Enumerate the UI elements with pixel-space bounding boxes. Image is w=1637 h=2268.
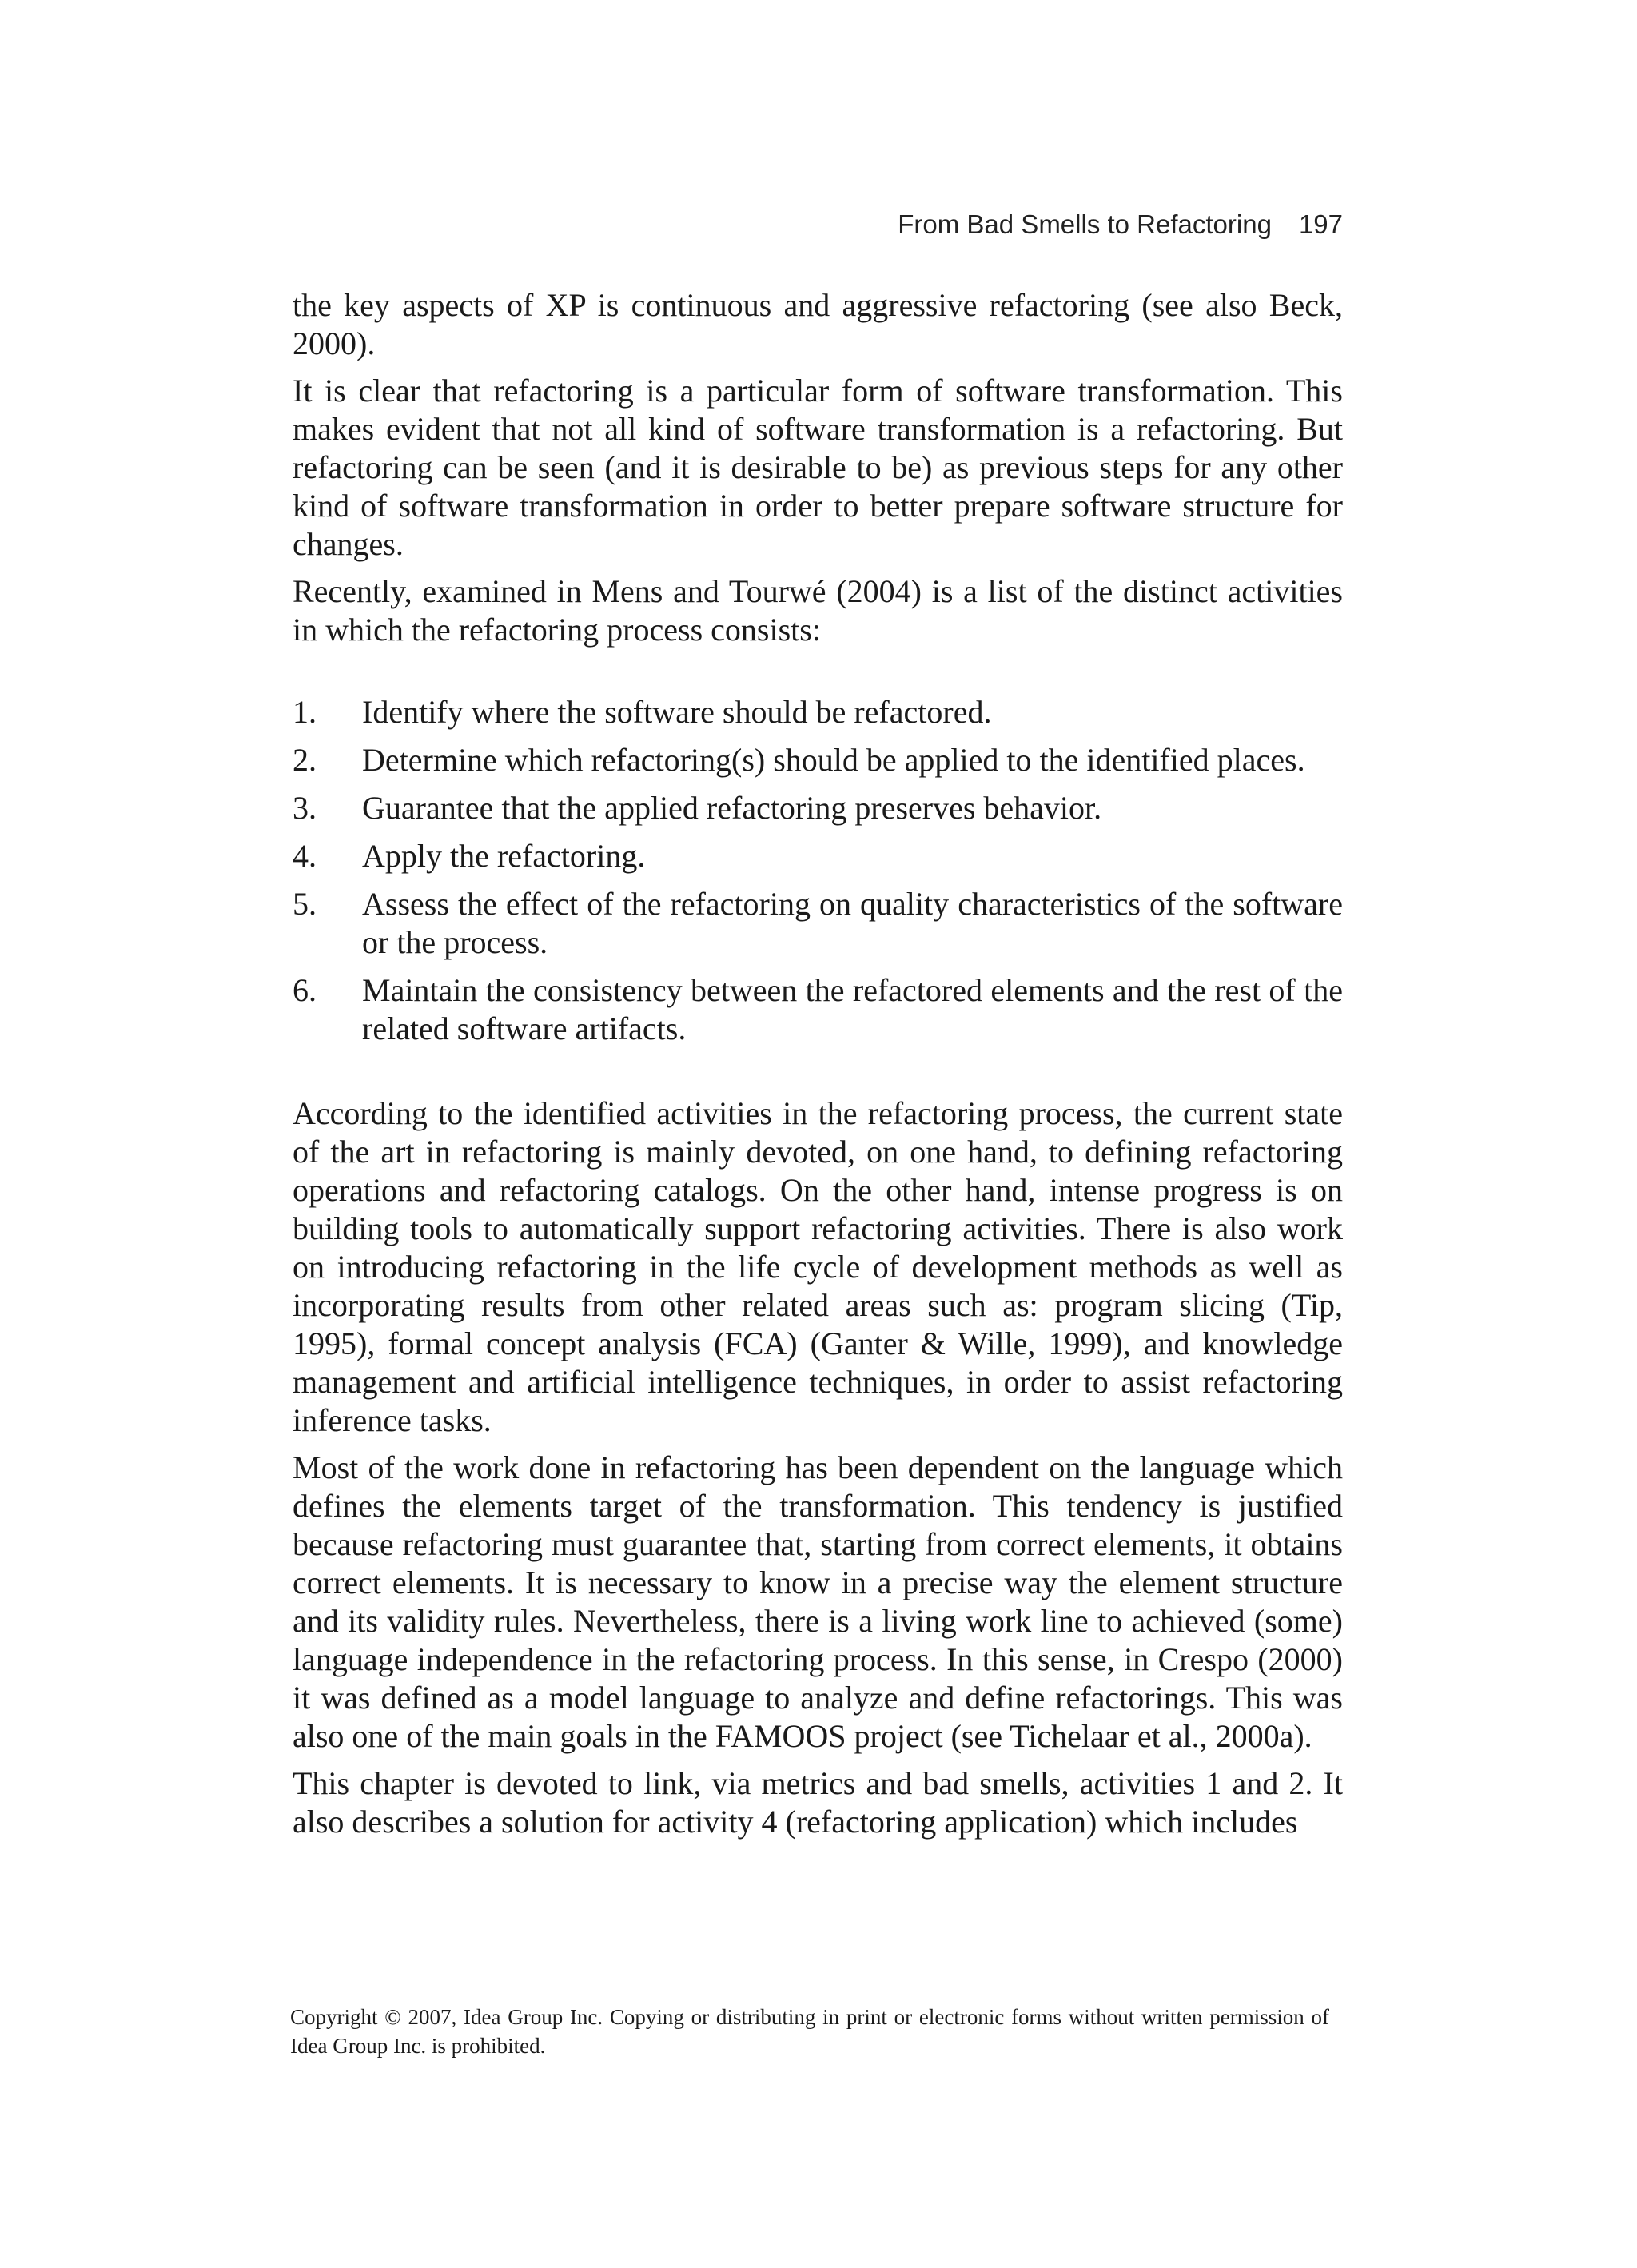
paragraph: Recently, examined in Mens and Tourwé (2004) is a list of the distinct activities in which the refactoring process consists: <box>293 573 1343 648</box>
paragraph: According to the identified activities in the refactoring process, the current state of the art in refactoring is mainly devoted, on one hand, to defining refactoring operations and refactoring catalogs. On the other hand, intense progress is on building tools to automatically support refactoring activities. There is also work on introducing refactoring in the life cycle of development methods as well as incorporating results from other related areas such as: program slicing (Tip, 1995), formal concept analysis (FCA) (Ganter & Wille, 1999), and knowledge management and artificial intelligence techniques, in order to assist refactoring inference tasks. <box>293 1095 1343 1438</box>
list-item-text: Assess the effect of the refactoring on quality characteristics of the software or the process. <box>362 886 1343 960</box>
page-body <box>293 286 1343 1850</box>
list-item-number: 2. <box>293 742 317 778</box>
list-item <box>293 885 1343 962</box>
list-item <box>293 789 1343 827</box>
list-item-text: Apply the refactoring. <box>362 838 646 874</box>
page-number: 197 <box>1298 209 1343 239</box>
running-head <box>898 209 1343 240</box>
list-item-text: Determine which refactoring(s) should be applied to the identified places. <box>362 742 1305 778</box>
running-title: From Bad Smells to Refactoring <box>898 209 1272 239</box>
list-item <box>293 837 1343 875</box>
paragraph: the key aspects of XP is continuous and aggressive refactoring (see also Beck, 2000). <box>293 287 1343 361</box>
list-item-text: Guarantee that the applied refactoring preserves behavior. <box>362 790 1102 826</box>
list-item <box>293 693 1343 731</box>
list-item-text: Maintain the consistency between the refactored elements and the rest of the related software artifacts. <box>362 972 1343 1046</box>
list-item-number: 6. <box>293 972 317 1008</box>
list-item-number: 4. <box>293 838 317 874</box>
list-item-number: 5. <box>293 886 317 922</box>
paragraph: It is clear that refactoring is a particular form of software transformation. This makes evident that not all kind of software transformation is a refactoring. But refactoring can be seen (and it is desirable to be) as previous steps for any other kind of software transformation in order to better prepare software structure for changes. <box>293 373 1343 562</box>
list-item-number: 3. <box>293 790 317 826</box>
paragraph: Most of the work done in refactoring has been dependent on the language which defines the elements target of the transformation. This tendency is justified because refactoring must guarantee that, starting from correct elements, it obtains correct elements. It is necessary to know in a precise way the element structure and its validity rules. Nevertheless, there is a living work line to achieved (some) language independence in the refactoring process. In this sense, in Crespo (2000) it was defined as a model language to analyze and define refactorings. This was also one of the main goals in the FAMOOS project (see Tichelaar et al., 2000a). <box>293 1449 1343 1754</box>
paragraph: This chapter is devoted to link, via metrics and bad smells, activities 1 and 2. It also describes a solution for activity 4 (refactoring application) which includes <box>293 1765 1343 1840</box>
list-item <box>293 971 1343 1048</box>
list-item-number: 1. <box>293 694 317 730</box>
list-item <box>293 741 1343 779</box>
copyright-footer: Copyright © 2007, Idea Group Inc. Copying or distributing in print or electronic forms without written permission of Idea Group Inc. is prohibited. <box>290 2005 1329 2058</box>
activity-list <box>293 693 1343 1048</box>
list-item-text: Identify where the software should be refactored. <box>362 694 992 730</box>
